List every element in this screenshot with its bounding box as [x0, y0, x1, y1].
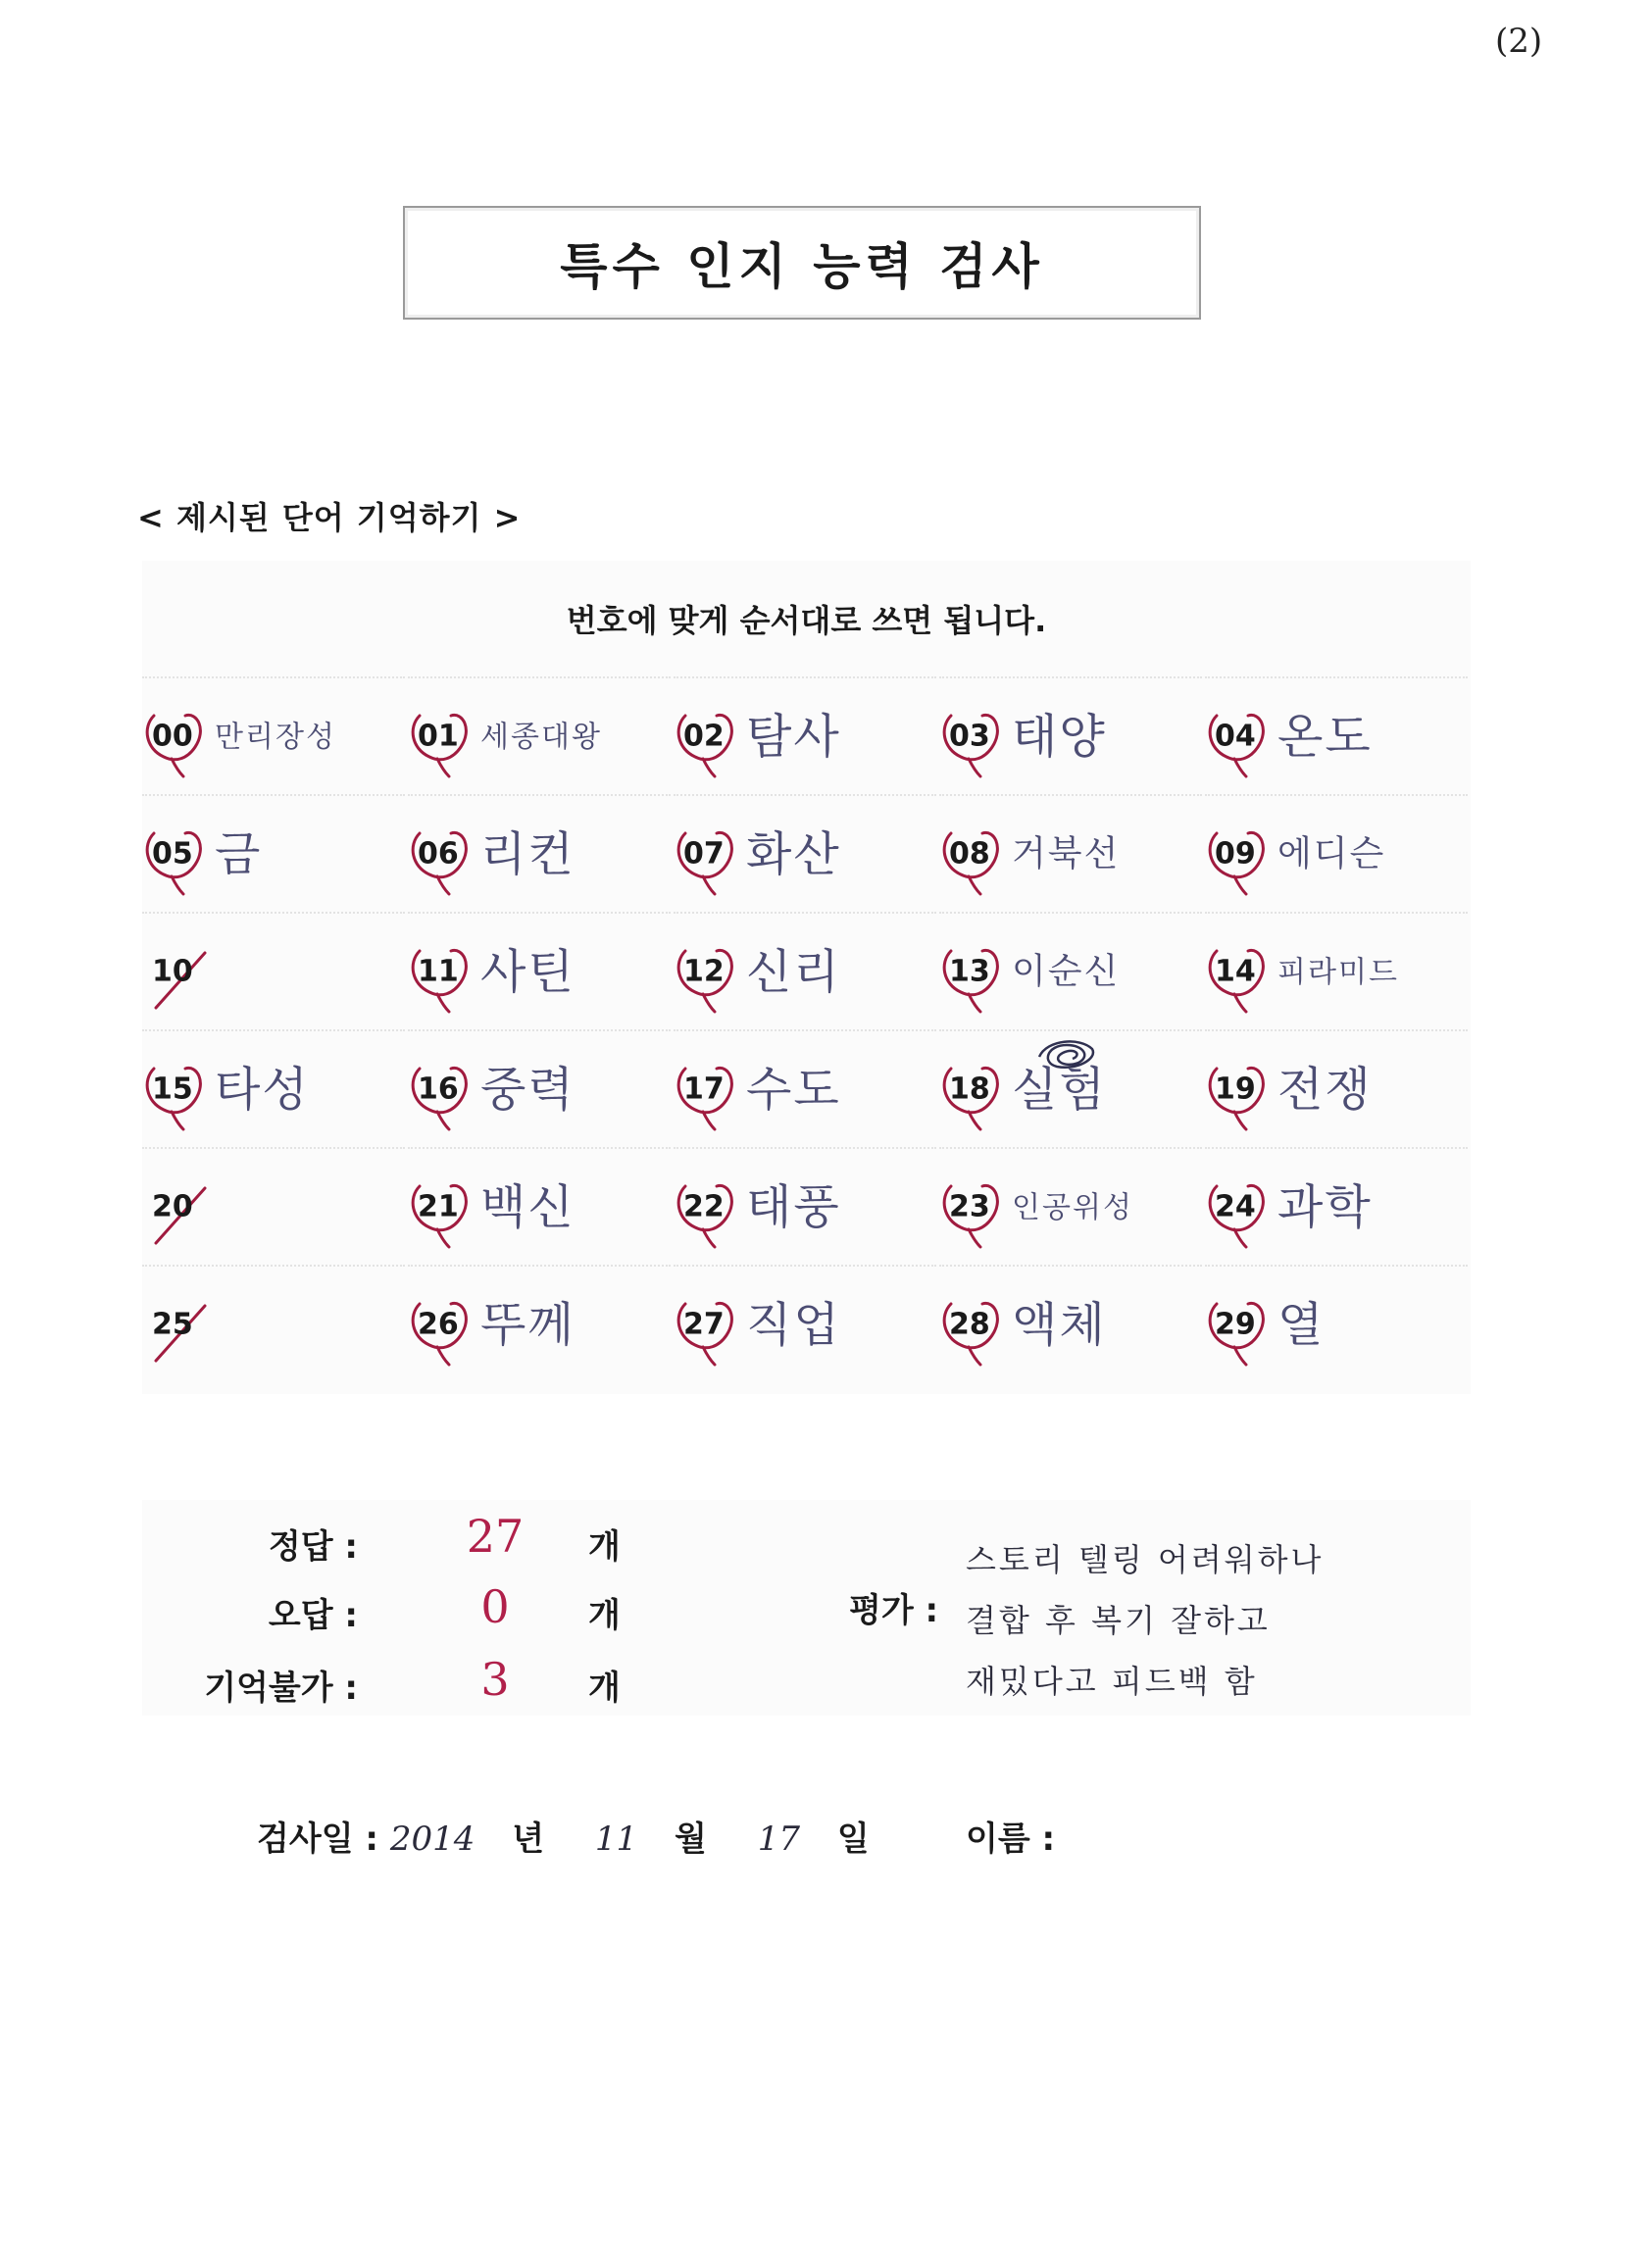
answer-cell	[142, 794, 405, 912]
name-label: 이름 :	[966, 1820, 1056, 1859]
handwritten-answer: 과학	[1277, 1179, 1373, 1235]
item-number: 23	[949, 1189, 990, 1224]
item-number: 07	[683, 836, 725, 872]
date-year: 2014	[389, 1820, 476, 1859]
handwritten-answer: 피라미드	[1277, 955, 1399, 990]
answer-cell	[674, 912, 936, 1029]
item-number: 04	[1215, 719, 1256, 754]
item-number: 12	[683, 954, 725, 989]
answer-cell	[674, 794, 936, 912]
handwritten-answer: 화산	[746, 826, 841, 882]
item-number: 10	[152, 954, 193, 989]
item-number: 09	[1215, 836, 1256, 872]
answer-cell	[939, 676, 1202, 794]
handwritten-answer: 리컨	[480, 826, 576, 882]
answer-cell	[142, 1265, 405, 1382]
handwritten-answer: 백신	[480, 1179, 576, 1235]
item-number: 11	[418, 954, 459, 989]
handwritten-answer: 열	[1277, 1297, 1326, 1353]
handwritten-answer: 사틴	[480, 944, 576, 1000]
item-number: 18	[949, 1072, 990, 1107]
item-number: 29	[1215, 1307, 1256, 1342]
handwritten-answer: 세종대왕	[480, 720, 602, 755]
answer-cell	[142, 912, 405, 1029]
page-number: (2)	[1495, 22, 1543, 61]
item-number: 02	[683, 719, 725, 754]
answer-cell	[939, 1265, 1202, 1382]
wrong-count: 0	[480, 1580, 510, 1633]
handwritten-answer: 태풍	[746, 1179, 841, 1235]
correct-count: 27	[466, 1510, 525, 1563]
item-number: 22	[683, 1189, 725, 1224]
handwritten-answer: 이순신	[1012, 951, 1121, 992]
answer-cell	[408, 1147, 671, 1265]
item-number: 01	[418, 719, 459, 754]
handwritten-answer: 직업	[746, 1297, 841, 1353]
evaluation-line: 스토리 텔링 어려워하나	[966, 1541, 1325, 1578]
answer-cell	[408, 676, 671, 794]
answer-cell	[674, 1265, 936, 1382]
section-heading: < 제시된 단어 기억하기 >	[137, 499, 522, 536]
handwritten-answer: 실험	[1012, 1062, 1107, 1118]
page-title: 특수 인지 능력 검사	[560, 238, 1044, 295]
item-number: 06	[418, 836, 459, 872]
answer-cell	[142, 1147, 405, 1265]
answer-cell	[408, 794, 671, 912]
answer-cell	[939, 794, 1202, 912]
answer-cell	[939, 912, 1202, 1029]
answer-cell	[408, 1029, 671, 1147]
answer-cell	[674, 1029, 936, 1147]
day-unit: 일	[836, 1820, 870, 1859]
handwritten-answer: 액체	[1012, 1297, 1107, 1353]
handwritten-answer: 타성	[215, 1062, 310, 1118]
evaluation-line: 결합 후 복기 잘하고	[966, 1602, 1271, 1639]
item-number: 27	[683, 1307, 725, 1342]
item-number: 17	[683, 1072, 725, 1107]
date-label: 검사일 :	[257, 1820, 378, 1859]
title-box	[403, 206, 1201, 320]
correct-label: 정답 :	[268, 1527, 358, 1567]
item-number: 19	[1215, 1072, 1256, 1107]
item-number: 26	[418, 1307, 459, 1342]
forgot-label: 기억불가 :	[204, 1669, 358, 1708]
answer-cell	[142, 1029, 405, 1147]
result-box	[142, 1500, 809, 1716]
year-unit: 년	[512, 1820, 545, 1859]
item-number: 21	[418, 1189, 459, 1224]
forgot-unit: 개	[588, 1669, 621, 1708]
item-number: 28	[949, 1307, 990, 1342]
answer-cell	[1205, 1147, 1468, 1265]
handwritten-answer: 전쟁	[1277, 1062, 1373, 1118]
handwritten-answer: 태양	[1012, 709, 1107, 765]
handwritten-answer: 탐사	[746, 709, 841, 765]
wrong-unit: 개	[588, 1596, 621, 1635]
item-number: 16	[418, 1072, 459, 1107]
item-number: 14	[1215, 954, 1256, 989]
date-month: 11	[594, 1820, 638, 1859]
handwritten-answer: 중력	[480, 1062, 576, 1118]
answer-cell	[1205, 912, 1468, 1029]
handwritten-answer: 만리장성	[215, 720, 336, 755]
item-number: 25	[152, 1307, 193, 1342]
answer-cell	[1205, 1265, 1468, 1382]
answer-cell	[939, 1029, 1202, 1147]
answer-cell	[674, 1147, 936, 1265]
handwritten-answer: 에디슨	[1277, 833, 1386, 874]
answer-cell	[674, 676, 936, 794]
answer-cell	[939, 1147, 1202, 1265]
evaluation-line: 재밌다고 피드백 함	[966, 1663, 1258, 1700]
item-number: 00	[152, 719, 193, 754]
handwritten-answer: 인공위성	[1012, 1190, 1133, 1225]
test-date-row	[257, 1812, 870, 1860]
wrong-label: 오답 :	[268, 1596, 358, 1635]
handwritten-answer: 금	[215, 826, 263, 882]
answer-cell	[408, 912, 671, 1029]
handwritten-answer: 뚜께	[480, 1297, 576, 1353]
answer-grid	[142, 676, 1471, 1382]
answer-cell	[408, 1265, 671, 1382]
answer-cell	[1205, 676, 1468, 794]
handwritten-answer: 신리	[746, 944, 841, 1000]
correct-unit: 개	[588, 1527, 621, 1567]
handwritten-answer: 거북선	[1012, 833, 1121, 874]
item-number: 13	[949, 954, 990, 989]
item-number: 03	[949, 719, 990, 754]
item-number: 05	[152, 836, 193, 872]
answer-cell	[1205, 1029, 1468, 1147]
answer-cell	[1205, 794, 1468, 912]
instruction: 번호에 맞게 순서대로 쓰면 됩니다.	[566, 602, 1047, 639]
item-number: 24	[1215, 1189, 1256, 1224]
date-day: 17	[757, 1820, 800, 1859]
item-number: 15	[152, 1072, 193, 1107]
forgot-count: 3	[480, 1653, 510, 1706]
scribble-icon	[1033, 1035, 1102, 1074]
item-number: 08	[949, 836, 990, 872]
item-number: 20	[152, 1189, 193, 1224]
answer-cell	[142, 676, 405, 794]
handwritten-answer: 온도	[1277, 709, 1373, 765]
month-unit: 월	[675, 1820, 707, 1859]
handwritten-answer: 수도	[746, 1062, 841, 1118]
evaluation-label: 평가 :	[849, 1591, 939, 1630]
